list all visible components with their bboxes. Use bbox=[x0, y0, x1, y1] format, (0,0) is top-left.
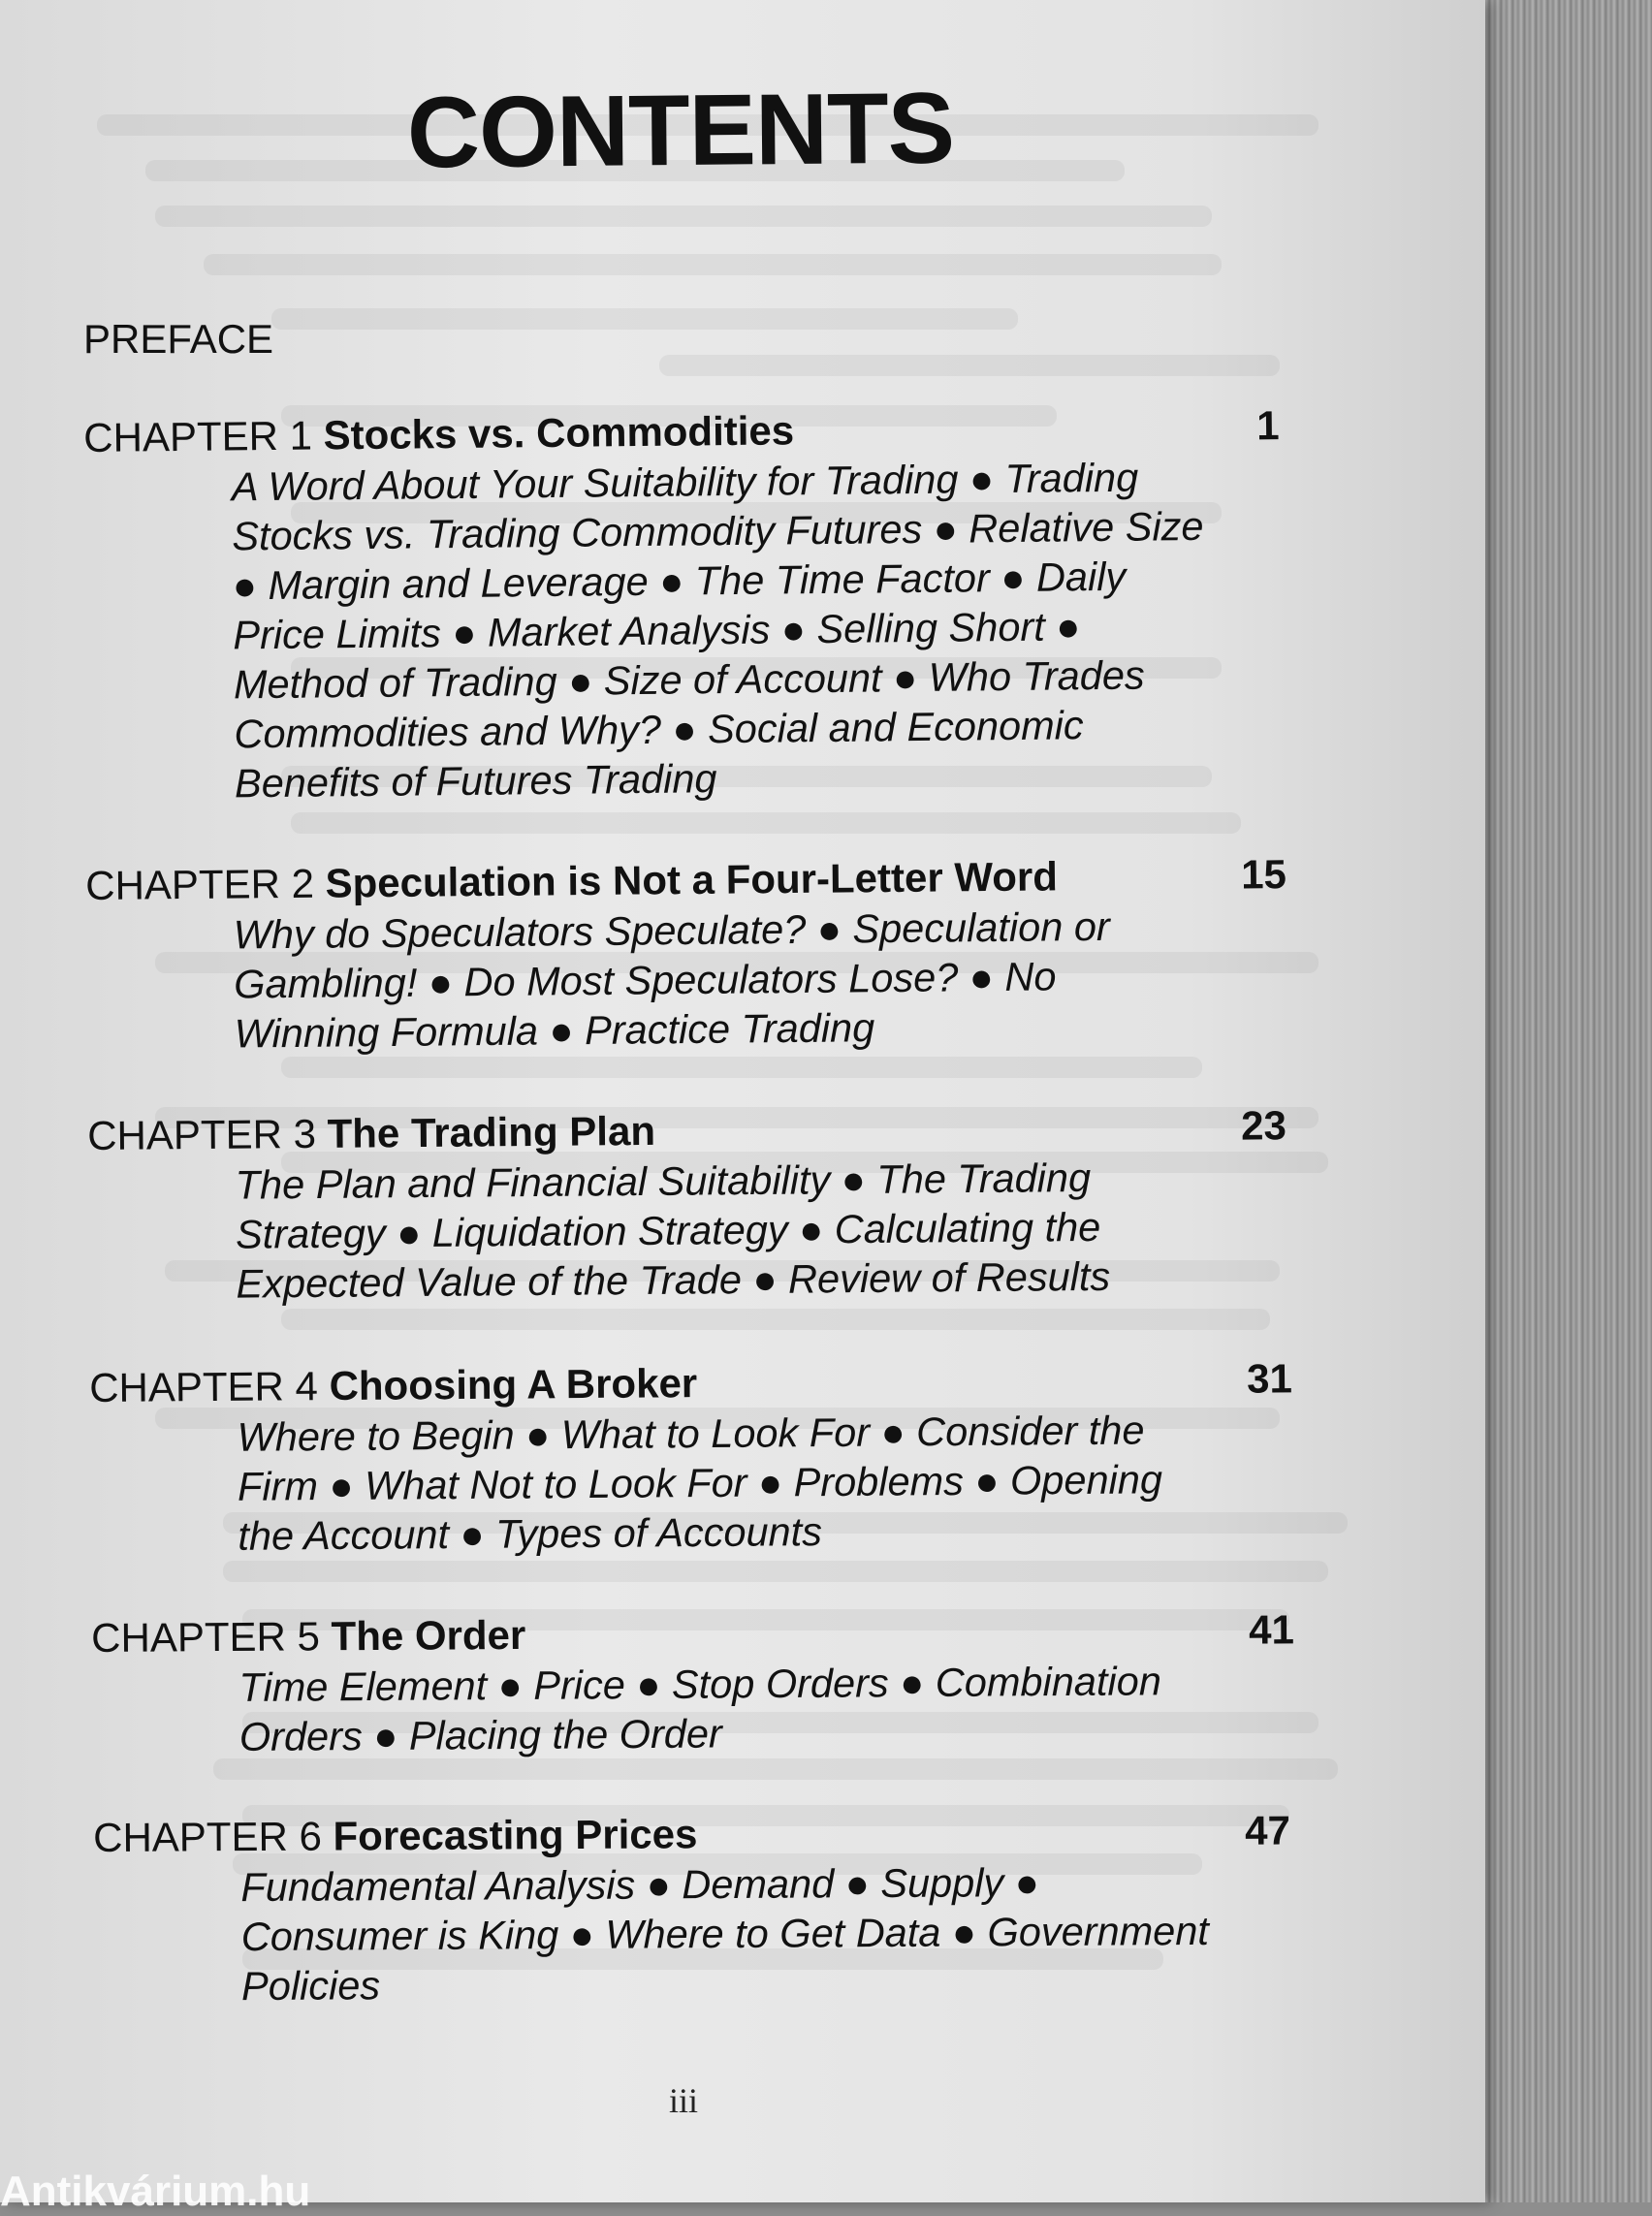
chapter-number: CHAPTER 6 bbox=[93, 1813, 323, 1860]
page-title: CONTENTS bbox=[406, 72, 955, 190]
chapter-number: CHAPTER 3 bbox=[87, 1110, 317, 1158]
chapter-entry-5 bbox=[91, 1603, 1469, 1762]
chapter-topics: Fundamental Analysis ● Demand ● Supply ● Consumer is King ● Where to Get Data ● Government Policies bbox=[240, 1859, 1210, 2010]
chapter-number: CHAPTER 1 bbox=[83, 412, 313, 460]
chapter-title: Forecasting Prices bbox=[333, 1811, 698, 1859]
chapter-heading bbox=[89, 1352, 1466, 1413]
chapter-topics: Why do Speculators Speculate? ● Speculation or Gambling! ● Do Most Speculators Lose? ● No Winning Formula ● Practice Trading bbox=[233, 902, 1110, 1057]
chapter-title: The Trading Plan bbox=[327, 1107, 656, 1156]
chapter-entry-6 bbox=[93, 1804, 1471, 2011]
chapter-entry-2 bbox=[85, 847, 1464, 1060]
chapter-number: CHAPTER 5 bbox=[91, 1613, 321, 1661]
chapter-topics: Time Element ● Price ● Stop Orders ● Combination Orders ● Placing the Order bbox=[238, 1658, 1161, 1759]
chapter-topics: The Plan and Financial Suitability ● The Trading Strategy ● Liquidation Strategy ● Calculating the Expected Value of the Trade ● Review of Results bbox=[235, 1154, 1111, 1307]
chapter-heading bbox=[93, 1804, 1470, 1863]
watermark: Antikvárium.hu bbox=[0, 2168, 311, 2215]
book-edge bbox=[1477, 0, 1652, 2202]
chapter-page-number: 41 bbox=[1248, 1606, 1295, 1653]
chapter-number: CHAPTER 2 bbox=[85, 860, 315, 908]
chapter-heading bbox=[91, 1603, 1468, 1663]
chapter-title: The Order bbox=[331, 1611, 526, 1660]
chapter-title: Speculation is Not a Four-Letter Word bbox=[325, 853, 1059, 906]
chapter-topics: A Word About Your Suitability for Trading ● Trading Stocks vs. Trading Commodity Futures ● Relative Size ● Margin and Leverage ● The Time Factor ● Daily Price Limits ● Market Analysis ● Selling Short ● Method of Trading ● Size of Account ● Who Trades Commodities and Why? ● Social and Economic Benefits of Futures Trading bbox=[231, 454, 1204, 807]
preface-entry: PREFACE bbox=[83, 316, 274, 362]
chapter-page-number: 15 bbox=[1240, 851, 1287, 898]
chapter-entry-4 bbox=[89, 1352, 1468, 1562]
chapter-page-number: 23 bbox=[1240, 1102, 1287, 1149]
chapter-title: Stocks vs. Commodities bbox=[323, 407, 795, 459]
chapter-topics: Where to Begin ● What to Look For ● Consider the Firm ● What Not to Look For ● Problems ● Opening the Account ● Types of Accounts bbox=[237, 1407, 1163, 1559]
chapter-page-number: 1 bbox=[1255, 402, 1280, 449]
chapter-entry-1 bbox=[83, 398, 1464, 809]
chapter-page-number: 47 bbox=[1244, 1807, 1290, 1853]
chapter-entry-3 bbox=[87, 1099, 1466, 1310]
chapter-number: CHAPTER 4 bbox=[89, 1363, 319, 1410]
chapter-page-number: 31 bbox=[1246, 1355, 1293, 1402]
page-folio: iii bbox=[669, 2081, 699, 2120]
chapter-title: Choosing A Broker bbox=[329, 1360, 698, 1409]
